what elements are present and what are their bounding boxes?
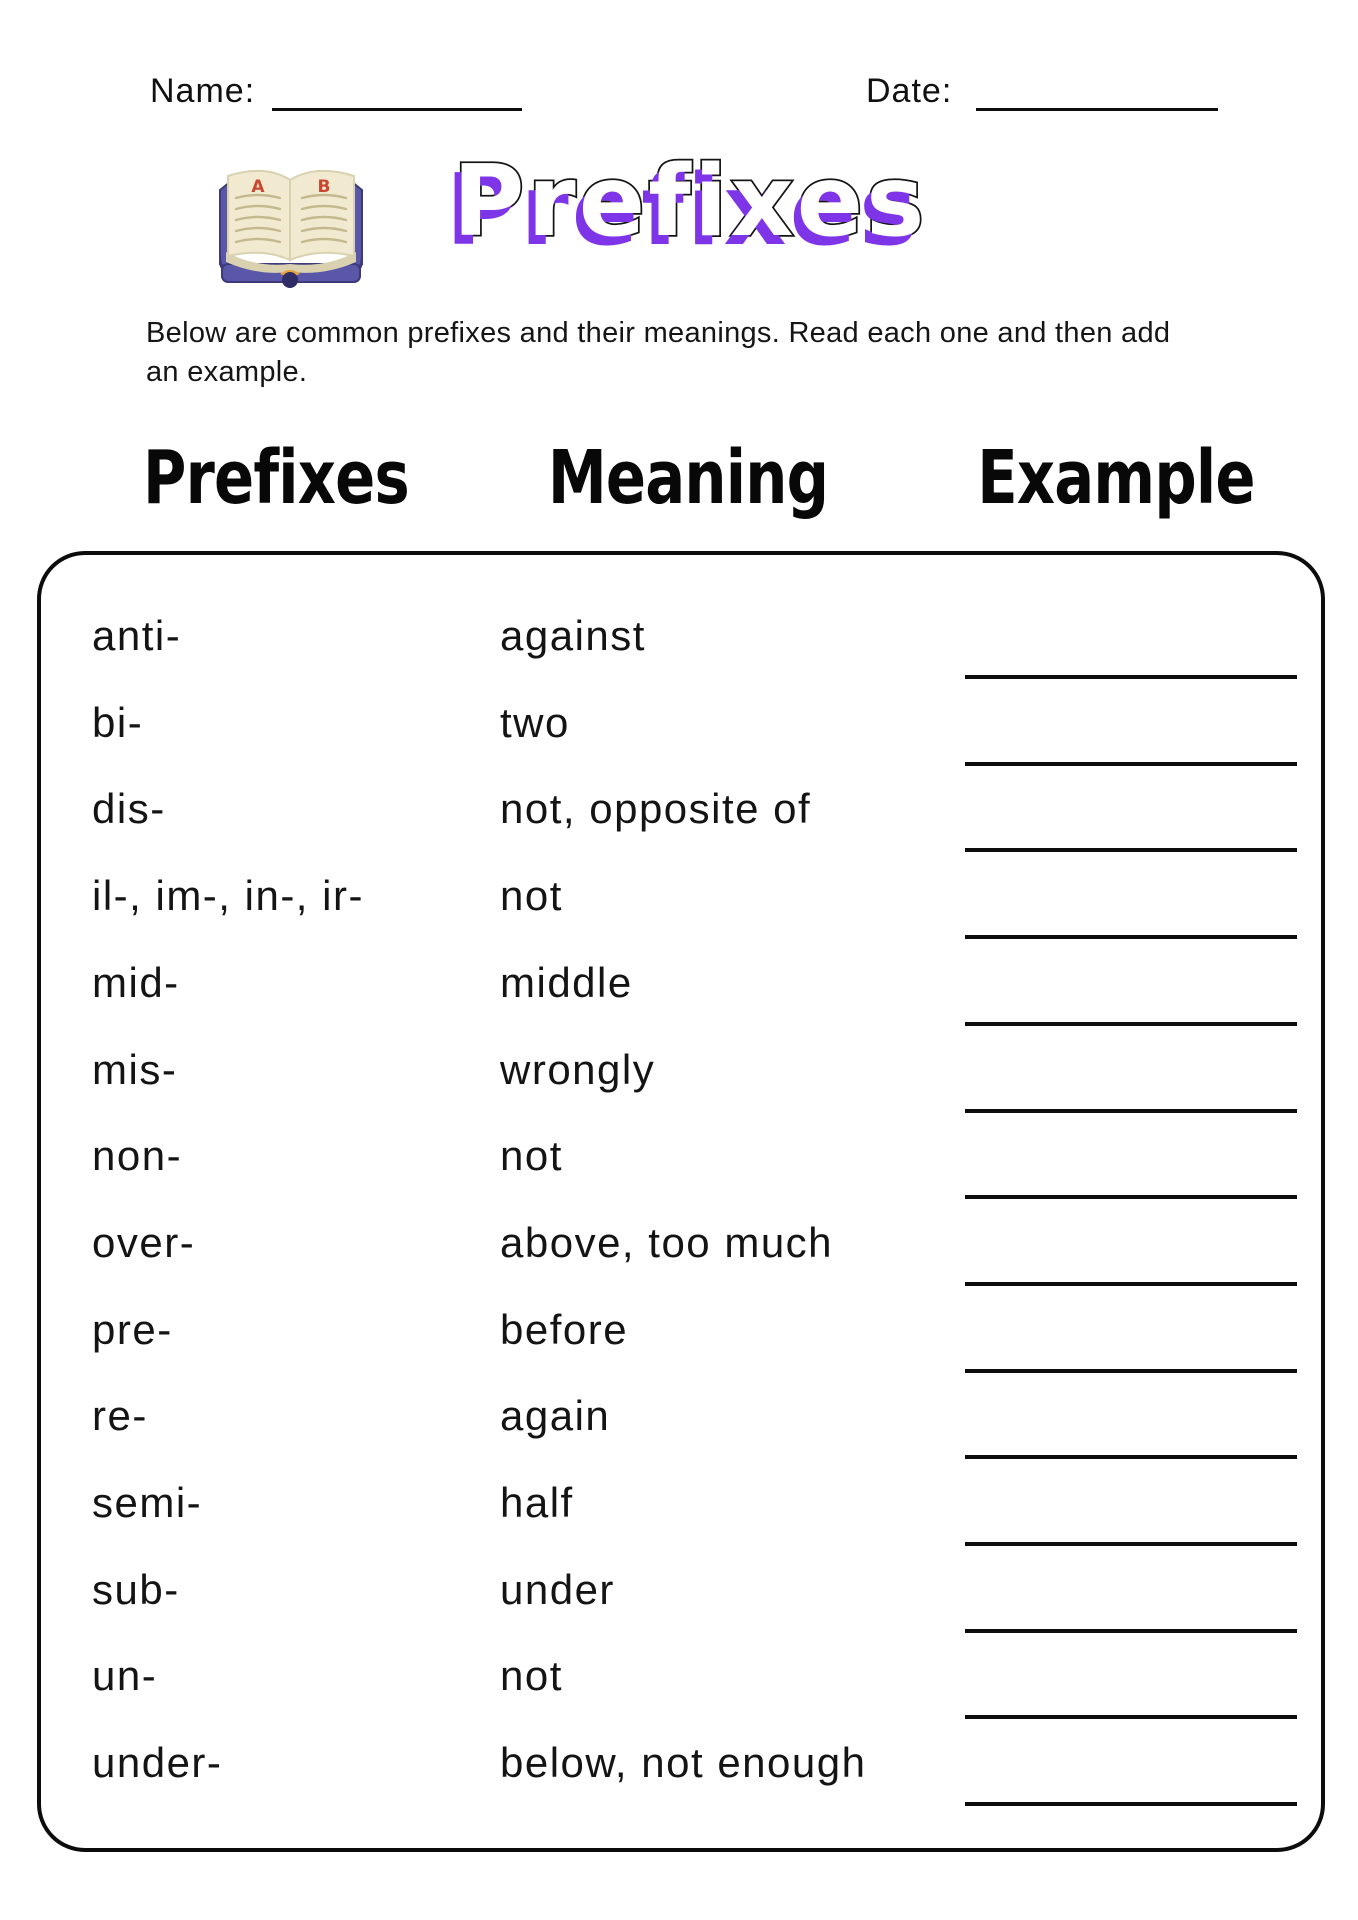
table-row: [41, 1047, 1321, 1135]
example-write-line[interactable]: [965, 848, 1297, 852]
book-letter-a: A: [251, 177, 265, 197]
example-write-line[interactable]: [965, 1022, 1297, 1026]
table-row: [41, 1133, 1321, 1221]
prefix-cell: dis-: [92, 785, 166, 833]
example-write-line[interactable]: [965, 675, 1297, 679]
meaning-cell: two: [500, 698, 570, 746]
meaning-cell: before: [500, 1305, 629, 1353]
table-row: [41, 1480, 1321, 1568]
prefix-cell: non-: [92, 1132, 183, 1180]
example-write-line[interactable]: [965, 762, 1297, 766]
meaning-cell: half: [500, 1479, 574, 1526]
meaning-cell: against: [500, 612, 646, 659]
meaning-cell: middle: [500, 958, 633, 1006]
meaning-cell: again: [500, 1392, 611, 1440]
worksheet-box: [37, 551, 1325, 1852]
book-letter-b: B: [317, 177, 331, 197]
column-header-example: Example: [977, 435, 1255, 521]
table-row: [41, 1220, 1321, 1308]
example-write-line[interactable]: [965, 1109, 1297, 1113]
name-write-line[interactable]: [272, 74, 522, 111]
example-write-line[interactable]: [965, 1542, 1297, 1546]
example-write-line[interactable]: [965, 1282, 1297, 1286]
prefix-cell: under-: [92, 1739, 223, 1787]
example-write-line[interactable]: [965, 1629, 1297, 1633]
table-row: [41, 786, 1321, 874]
table-row: [41, 1307, 1321, 1395]
prefix-cell: pre-: [92, 1305, 173, 1353]
prefix-cell: il-, im-, in-, ir-: [92, 872, 364, 920]
prefix-cell: mid-: [92, 958, 180, 1006]
page-title-wrap: [400, 142, 980, 262]
prefix-cell: anti-: [92, 612, 182, 659]
table-row: [41, 613, 1321, 701]
example-write-line[interactable]: [965, 1455, 1297, 1459]
meaning-cell: not: [500, 872, 563, 920]
prefix-cell: re-: [92, 1392, 148, 1440]
open-book-icon: [206, 152, 376, 294]
example-write-line[interactable]: [965, 935, 1297, 939]
prefix-cell: over-: [92, 1218, 196, 1266]
meaning-cell: above, too much: [500, 1218, 834, 1266]
example-write-line[interactable]: [965, 1369, 1297, 1373]
prefix-cell: semi-: [92, 1479, 203, 1526]
prefix-cell: un-: [92, 1652, 158, 1700]
meaning-cell: not, opposite of: [500, 785, 812, 833]
meaning-cell: below, not enough: [500, 1739, 867, 1787]
name-label: Name:: [150, 72, 256, 110]
table-row: [41, 960, 1321, 1048]
meaning-cell: not: [500, 1132, 563, 1180]
column-header-meaning: Meaning: [547, 435, 829, 521]
table-row: [41, 1393, 1321, 1481]
table-row: [41, 1567, 1321, 1655]
meaning-cell: not: [500, 1652, 563, 1700]
meaning-cell: under: [500, 1565, 615, 1613]
table-row: [41, 1740, 1321, 1828]
column-header-prefixes: Prefixes: [143, 435, 409, 521]
example-write-line[interactable]: [965, 1195, 1297, 1199]
instructions-text: Below are common prefixes and their meanings. Read each one and then add an example.: [146, 317, 1171, 388]
table-row: [41, 700, 1321, 788]
date-label: Date:: [866, 72, 953, 110]
prefix-cell: bi-: [92, 698, 144, 746]
meaning-cell: wrongly: [500, 1045, 656, 1093]
page-title: Prefixes: [452, 145, 928, 259]
example-write-line[interactable]: [965, 1802, 1297, 1806]
date-write-line[interactable]: [976, 74, 1218, 111]
table-row: [41, 873, 1321, 961]
table-row: [41, 1653, 1321, 1741]
prefix-cell: sub-: [92, 1565, 180, 1613]
prefix-cell: mis-: [92, 1045, 178, 1093]
example-write-line[interactable]: [965, 1715, 1297, 1719]
